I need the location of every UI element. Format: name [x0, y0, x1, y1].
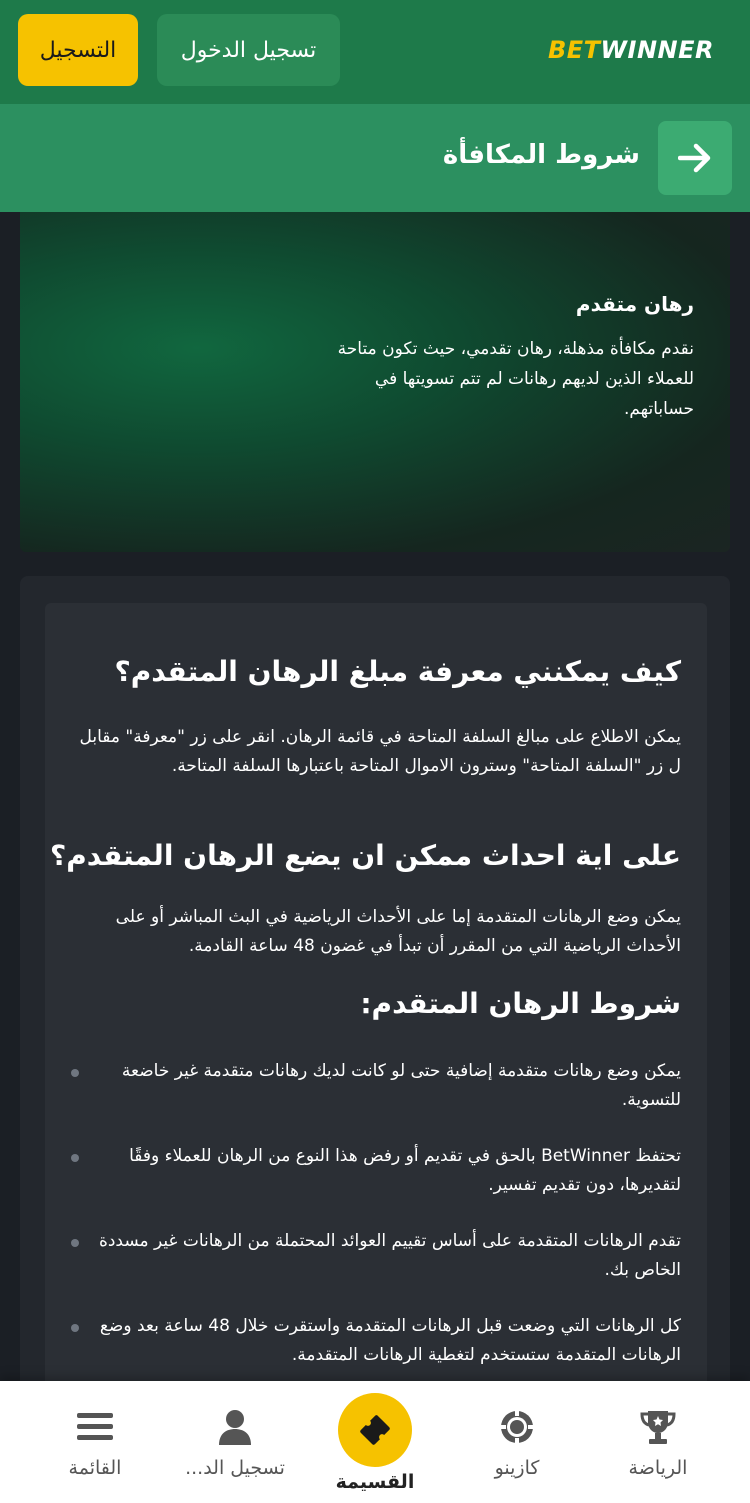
nav-casino-label: كازينو — [494, 1457, 540, 1479]
nav-login[interactable] — [160, 1381, 310, 1503]
nav-menu-label: القائمة — [68, 1457, 122, 1479]
terms-heading: شروط الرهان المتقدم: — [360, 987, 681, 1020]
nav-menu[interactable] — [20, 1381, 170, 1503]
top-header — [0, 0, 750, 104]
banner-text: نقدم مكافأة مذهلة، رهان تقدمي، حيث تكون متاحة للعملاء الذين لديهم رهانات لم تتم تسويتها في حساباتهم. — [337, 339, 694, 419]
list-item-text: يمكن وضع رهانات متقدمة إضافية حتى لو كانت لديك رهانات متقدمة غير خاضعة للتسوية. — [121, 1061, 681, 1110]
nav-sports[interactable] — [583, 1381, 733, 1503]
list-item — [71, 1057, 681, 1115]
faq-question-2: على اية احداث ممكن ان يضع الرهان المتقدم؟ — [50, 839, 681, 872]
list-item-text: تحتفظ BetWinner بالحق في تقديم أو رفض هذا النوع من الرهان للعملاء وفقًا لتقديرها، دون تقديم تفسير. — [129, 1146, 681, 1195]
casino-chip-icon — [499, 1409, 535, 1445]
list-item-text: كل الرهانات التي وضعت قبل الرهانات المتقدمة واستقرت خلال 48 ساعة بعد وضع الرهانات المتقدمة ستستخدم لتغطية الرهانات المتقدمة. — [99, 1316, 681, 1365]
nav-sports-label: الرياضة — [628, 1457, 688, 1479]
menu-icon — [75, 1411, 115, 1443]
nav-coupon-label: القسيمة — [335, 1471, 415, 1493]
list-item — [71, 1142, 681, 1200]
back-button[interactable] — [658, 121, 732, 195]
login-button[interactable]: تسجيل الدخول — [157, 14, 340, 86]
list-item — [71, 1312, 681, 1370]
register-button[interactable]: التسجيل — [18, 14, 138, 86]
list-item — [71, 1227, 681, 1285]
bullet-icon — [71, 1154, 79, 1162]
betwinner-logo[interactable] — [548, 36, 714, 64]
logo-bet-text: BET — [547, 36, 601, 64]
page-header — [0, 104, 750, 212]
page-title: شروط المكافأة — [442, 140, 640, 170]
bullet-icon — [71, 1069, 79, 1077]
bottom-navigation — [0, 1381, 750, 1503]
nav-login-label: تسجيل الد... — [185, 1457, 285, 1479]
faq-answer-2: يمكن وضع الرهانات المتقدمة إما على الأحداث الرياضية في البث المباشر أو على الأحداث الرياضية التي من المقرر أن تبدأ في غضون 48 ساعة القادمة. — [115, 907, 681, 956]
ticket-icon — [358, 1413, 392, 1447]
list-item-text: تقدم الرهانات المتقدمة على أساس تقييم العوائد المحتملة من الرهانات غير مسددة الخاص بك. — [98, 1231, 681, 1280]
bullet-icon — [71, 1239, 79, 1247]
nav-casino[interactable] — [442, 1381, 592, 1503]
promo-banner — [20, 212, 730, 552]
arrow-right-icon — [678, 143, 712, 173]
user-icon — [217, 1408, 253, 1446]
banner-title: رهان متقدم — [575, 292, 694, 316]
faq-question-1: كيف يمكنني معرفة مبلغ الرهان المتقدم؟ — [114, 655, 681, 688]
logo-winner-text: WINNER — [600, 36, 714, 64]
faq-answer-1: يمكن الاطلاع على مبالغ السلفة المتاحة في قائمة الرهان. انقر على زر "معرفة" مقابل ل زر "السلفة المتاحة" وسترون الاموال المتاحة باعتبارها السلفة المتاحة. — [79, 727, 681, 776]
content-card — [45, 603, 707, 1393]
trophy-icon — [639, 1408, 677, 1446]
terms-list — [71, 1057, 681, 1397]
nav-coupon[interactable] — [300, 1381, 450, 1503]
bullet-icon — [71, 1324, 79, 1332]
